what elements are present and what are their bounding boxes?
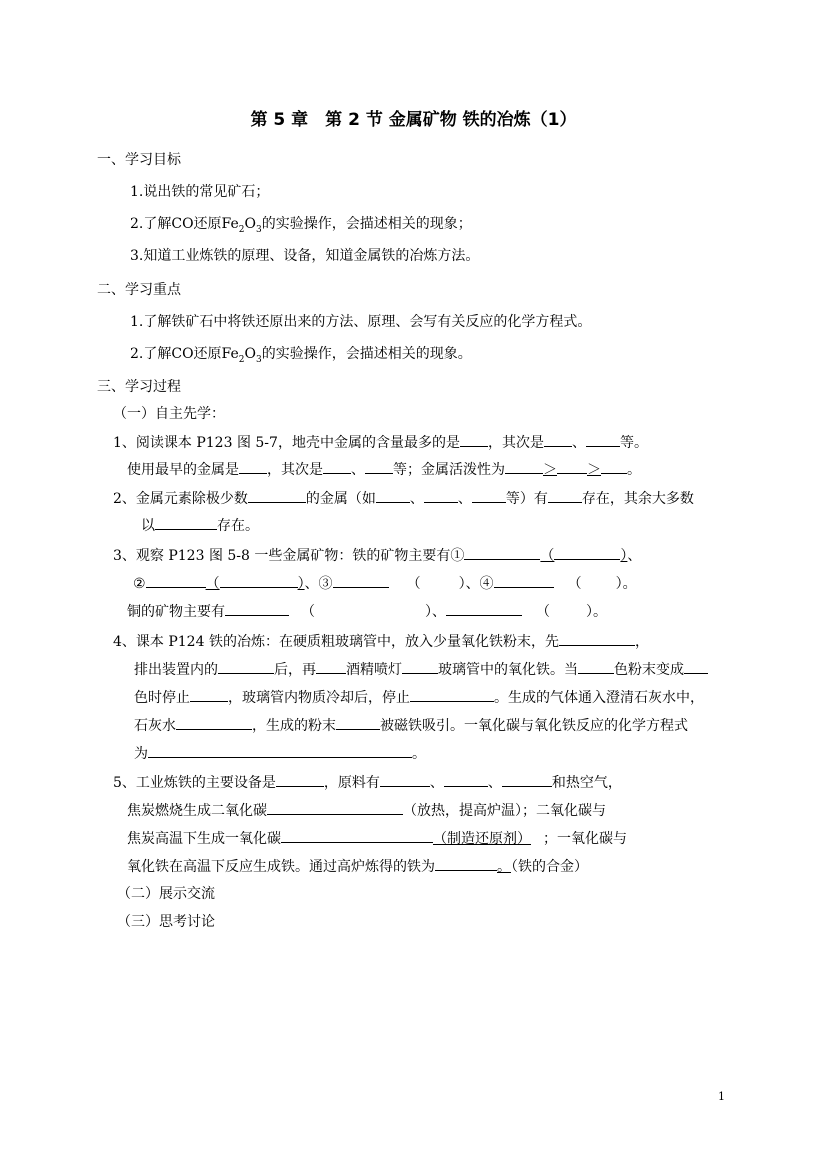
objective-item-3: 3.知道工业炼铁的原理、设备，知道金属铁的冶炼方法。 [130,248,480,264]
question-5-line-3: 焦炭高温下生成一氧化碳 （制造还原剂） ；一氧化碳与 [127,827,627,849]
section-process-heading: 三、学习过程 [97,379,181,395]
section-objectives-heading: 一、学习目标 [97,152,181,168]
key-point-item-1: 1.了解铁矿石中将铁还原出来的方法、原理、会写有关反应的化学方程式。 [130,314,592,330]
question-2-line-1: 2、金属元素除极少数 的金属（如 、 、 等）有 存在，其余大多数 [113,487,694,509]
key-point-item-2: 2.了解CO还原$Fe_2O_3$的实验操作，会描述相关的现象。 [130,346,472,365]
question-3-line-2: ② （ ）、③ （ ）、④ （ ）。 [133,572,637,594]
question-4-line-5: 为 。 [134,742,426,764]
question-4-line-2: 排出装置内的 后，再 酒精喷灯 玻璃管中的氧化铁。当 色粉末变成 [134,658,708,680]
objective-item-2: 2.了解CO还原$Fe_2O_3$的实验操作，会描述相关的现象； [130,216,472,235]
question-1-line-1: 1、阅读课本 P123 图 5-7，地壳中金属的含量最多的是 ，其次是 、 等。 [113,431,648,453]
question-5-line-1: 5、工业炼铁的主要设备是 ，原料有 、 、 和热空气， [113,771,622,793]
subsection-discussion: （三）思考讨论 [117,914,215,930]
question-1-line-2: 使用最早的金属是 ，其次是 、 等；金属活泼性为 ＞ ＞ 。 [127,458,641,480]
question-5-line-4: 氧化铁在高温下反应生成铁。通过高炉炼得的铁为 。（铁的合金） [127,855,588,877]
section-key-points-heading: 二、学习重点 [97,282,181,298]
question-5-line-2: 焦炭燃烧生成二氧化碳 （放热，提高炉温）；二氧化碳与 [127,799,606,821]
subsection-self-study: （一）自主先学： [113,406,225,422]
objective-item-1: 1.说出铁的常见矿石； [130,184,270,200]
subsection-presentation: （二）展示交流 [117,886,215,902]
question-3-line-1: 3、观察 P123 图 5-8 一些金属矿物：铁的矿物主要有① （ ）、 [113,544,641,566]
page-number: 1 [718,1090,725,1103]
question-3-line-3: 铜的矿物主要有 （ ）、 （ ）。 [127,600,607,622]
question-4-line-4: 石灰水 ，生成的粉末 被磁铁吸引。一氧化碳与氧化铁反应的化学方程式 [134,714,688,736]
page-title: 第 5 章 第 2 节 金属矿物 铁的冶炼（1） [250,110,577,130]
question-4-line-1: 4、课本 P124 铁的冶炼：在硬质粗玻璃管中，放入少量氧化铁粉末，先 ， [113,630,649,652]
question-4-line-3: 色时停止 ，玻璃管内物质冷却后，停止 。生成的气体通入澄清石灰水中， [134,686,704,708]
question-2-line-2: 以 存在。 [141,514,259,536]
